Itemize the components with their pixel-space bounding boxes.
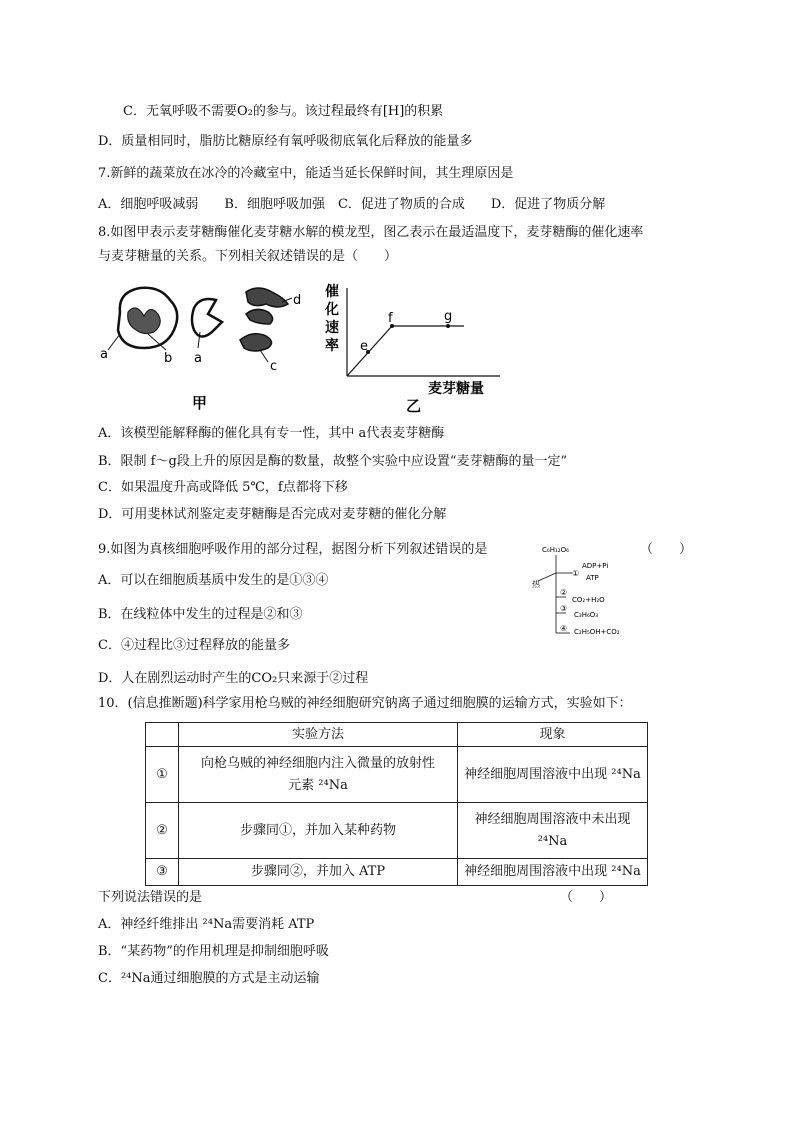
q10-answer-paren: （ ） [560,890,613,905]
q8-option-a: A．该模型能解释酶的催化具有专一性，其中 a代表麦芽糖酶 [98,426,445,441]
q8-stem-line1: 8.如图甲表示麦芽糖酶催化麦芽糖水解的模龙型，图乙表示在最适温度下，麦芽糖酶的催化速率 [98,225,644,240]
q8-option-d: D．可用斐林试剂鉴定麦芽糖酶是否完成对麦芽糖的催化分解 [98,507,447,522]
glucose-label: C₆H₁₂O₆ [542,546,569,554]
q6-option-c: C．无氧呼吸不需要O₂的参与。该过程最终有[H]的积累 [123,104,444,119]
q9-answer-paren: （ ） [640,542,693,557]
atp-label: ATP [586,574,599,582]
row-result [458,747,648,803]
table-row [146,803,648,859]
label-b: b [164,351,173,366]
q10-option-a: A．神经纤维排出 ²⁴Na需要消耗 ATP [98,917,315,932]
point-g [446,324,450,328]
figure-jia-enzyme-model [100,282,310,412]
product-d-shape [246,288,288,307]
q10-question: 下列说法错误的是 [98,890,203,905]
row-result-line1: 神经细胞周围溶液中未出现 [474,811,631,827]
row-result-line2: ²⁴Na [537,833,568,849]
row-method [179,803,458,859]
row-result [458,859,648,886]
label-line-c [260,350,268,362]
label-a1: a [100,347,108,362]
label-line-a1 [108,334,120,350]
q9-option-b: B．在线粒体中发生的过程是②和③ [98,607,303,622]
row-method [179,747,458,803]
row-number: ① [146,747,179,803]
row-result-line1: 神经细胞周围溶液中出现 ²⁴Na [464,864,641,879]
step1-num: ① [572,569,580,578]
step3-num: ③ [560,604,568,613]
q9-option-d: D．人在剧烈运动时产生的CO₂只来源于②过程 [98,671,369,686]
row-number: ② [146,803,179,859]
row-method-line2: 元素 ²⁴Na [288,777,348,793]
enzyme-free-shape [192,299,222,337]
figure-respiration-process [530,543,660,639]
figure-yi-rate-graph [320,280,510,415]
ylabel-char-1: 催 [325,284,339,300]
row-number: ③ [146,859,179,886]
table-header-blank [146,723,179,747]
adp-label: ADP+Pi [582,562,609,570]
ylabel-char-3: 速 [325,320,339,336]
q6-option-d: D．质量相同时，脂肪比糖原经有氧呼吸彻底氧化后释放的能量多 [98,134,473,149]
ylabel-char-4: 率 [325,338,339,354]
table-header-row [146,723,648,747]
row-result [458,803,648,859]
row-method [179,859,458,886]
q7-options: A．细胞呼吸减弱 B．细胞呼吸加强 C．促进了物质的合成 D．促进了物质分解 [98,197,606,212]
experiment-table [145,722,648,886]
row-method-line1: 步骤同②，并加入 ATP [250,864,386,879]
table-row [146,859,648,886]
caption-yi: 乙 [406,397,422,415]
table-header-method: 实验方法 [179,723,458,747]
co2-h2o-label: CO₂+H₂O [572,596,605,604]
lactic-label: C₃H₆O₃ [574,611,599,619]
q7-stem: 7.新鲜的蔬菜放在冰冷的冷藏室中，能适当延长保鲜时间，其生理原因是 [98,166,514,181]
label-c: c [270,359,278,374]
heat-line [538,573,556,581]
caption-jia: 甲 [192,394,208,412]
q8-option-c: C．如果温度升高或降低 5℃，f点都将下移 [98,480,348,495]
table-header-result: 现象 [458,723,648,747]
q9-option-a: A．可以在细胞质基质中发生的是①③④ [98,573,329,588]
row-method-line1: 步骤同①，并加入某种药物 [239,822,396,838]
step2-num: ② [560,588,568,597]
label-e: e [360,339,368,354]
table-row [146,747,648,803]
heat-label: 热 [532,580,540,589]
q9-stem: 9.如图为真核细胞呼吸作用的部分过程，据图分析下列叙述错误的是 [98,542,488,557]
ethanol-label: C₂H₅OH+CO₂ [574,628,620,636]
q8-option-b: B．限制 f～g段上升的原因是酶的数量，故整个实验中应设置“麦芽糖酶的量一定” [98,454,568,469]
label-g: g [444,309,453,324]
q10-option-b: B．“某药物”的作用机理是抑制细胞呼吸 [98,944,329,959]
q8-stem-line2: 与麦芽糖量的关系。下列相关叙述错误的是（ ） [98,249,398,264]
xlabel: 麦芽糖量 [428,381,484,397]
product-c-shape [240,334,272,351]
row-result-line1: 神经细胞周围溶液中出现 ²⁴Na [464,766,641,782]
q10-option-c: C．²⁴Na通过细胞膜的方式是主动运输 [98,971,320,986]
label-f: f [388,311,393,326]
q10-stem: 10．(信息推断题)科学家用枪乌贼的神经细胞研究钠离子通过细胞膜的运输方式，实验如下： [98,696,632,711]
product-shape-2 [246,309,273,324]
step4-num: ④ [560,624,568,633]
label-a2: a [194,351,202,366]
ylabel-char-2: 化 [325,302,339,318]
q9-option-c: C．④过程比③过程释放的能量多 [98,638,290,653]
row-method-line1: 向枪乌贼的神经细胞内注入微量的放射性 [200,755,435,771]
label-d: d [293,293,302,308]
